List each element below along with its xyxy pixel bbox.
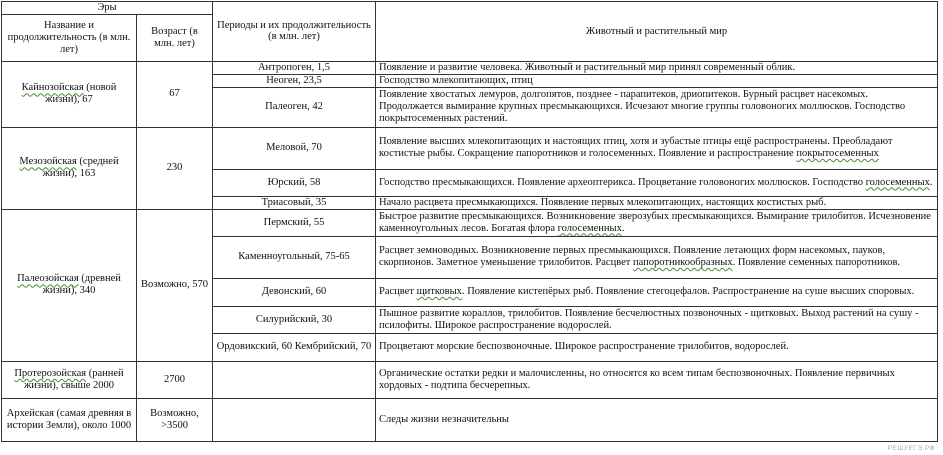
era-age-cell: 2700: [137, 361, 213, 398]
life-cell: Процветают морские беспозвоночные. Широкое распространение трилобитов, водорослей.: [376, 333, 938, 361]
life-cell: Пышное развитие кораллов, трилобитов. Появление бесчелюстных позвоночных - щитковых. Выход растений на сушу - псилофиты. Широкое распространение водорослей.: [376, 306, 938, 333]
life-cell: Органические остатки редки и малочисленны, но относятся ко всем типам беспозвоночных. Появление первичных хордовых - подтипа бесчерепных.: [376, 361, 938, 398]
header-era-name: Название и продолжительность (в млн. лет): [2, 14, 137, 61]
table-row: [2, 61, 938, 74]
spellcheck-mark: Палеозойская: [17, 273, 79, 285]
spellcheck-mark: Мезозойская: [19, 156, 77, 168]
period-cell: Палеоген, 42: [213, 87, 376, 127]
spellcheck-mark: папоротникообразных: [632, 257, 733, 269]
period-cell: Неоген, 23,5: [213, 74, 376, 87]
life-cell: Появление высших млекопитающих и настоящих птиц, хотя и зубастые птицы ещё распространены. Преобладают костистые рыбы. Сокращение папоротников и голосеменных. Появление и распространение покрытосеменных: [376, 127, 938, 169]
period-cell: Силурийский, 30: [213, 306, 376, 333]
era-age-cell: 67: [137, 61, 213, 127]
spellcheck-mark: Кайнозойская: [21, 82, 84, 94]
period-cell: Девонский, 60: [213, 278, 376, 306]
era-age-cell: Возможно, 570: [137, 209, 213, 361]
life-cell: Господство пресмыкающихся. Появление археоптерикса. Процветание головоногих моллюсков. Господство голосеменных.: [376, 169, 938, 196]
table-row: [2, 398, 938, 441]
table-row: [2, 127, 938, 169]
era-name-cell: Кайнозойская (новой жизни), 67: [2, 61, 137, 127]
period-cell: Меловой, 70: [213, 127, 376, 169]
watermark: РЕШУЕГЭ.РФ: [887, 445, 935, 452]
life-cell: Следы жизни незначительны: [376, 398, 938, 441]
life-cell: Расцвет щитковых. Появление кистепёрых рыб. Появление стегоцефалов. Распространение на суше высших споровых.: [376, 278, 938, 306]
header-eras: Эры: [2, 2, 213, 15]
spellcheck-mark: Протерозойская: [14, 367, 87, 379]
spellcheck-mark: голосеменных: [865, 176, 930, 188]
life-cell: Появление хвостатых лемуров, долгопятов, позднее - парапитеков, дриопитеков. Бурный расцвет насекомых. Продолжается вымирание крупных пресмыкающихся. Исчезают многие группы головоногих моллюсков. Господство покрытосеменных растений.: [376, 87, 938, 127]
geochronology-table: [1, 1, 938, 442]
era-name-cell: Архейская (самая древняя в истории Земли), около 1000: [2, 398, 137, 441]
spellcheck-mark: покрытосеменных: [796, 148, 879, 160]
period-cell: Пермский, 55: [213, 209, 376, 236]
life-cell: Господство млекопитающих, птиц: [376, 74, 938, 87]
header-life: Животный и растительный мир: [376, 2, 938, 62]
spellcheck-mark: щитковых: [416, 286, 462, 298]
period-cell: Каменноугольный, 75-65: [213, 236, 376, 278]
spellcheck-mark: голосеменных: [557, 222, 622, 234]
life-cell: Начало расцвета пресмыкающихся. Появление первых млекопитающих, настоящих костистых рыб.: [376, 196, 938, 209]
era-name-cell: Протерозойская (ранней жизни), свыше 2000: [2, 361, 137, 398]
header-periods: Периоды и их продолжительность (в млн. лет): [213, 2, 376, 62]
period-cell: Антропоген, 1,5: [213, 61, 376, 74]
table-row: [2, 209, 938, 236]
era-age-cell: Возможно, >3500: [137, 398, 213, 441]
table-row: [2, 361, 938, 398]
life-cell: Быстрое развитие пресмыкающихся. Возникновение зверозубых пресмыкающихся. Вымирание трилобитов. Исчезновение каменноугольных лесов. Богатая флора голосеменных.: [376, 209, 938, 236]
era-name-cell: Мезозойская (средней жизни), 163: [2, 127, 137, 209]
period-cell: [213, 361, 376, 398]
life-cell: Появление и развитие человека. Животный и растительный мир принял современный облик.: [376, 61, 938, 74]
life-cell: Расцвет земноводных. Возникновение первых пресмыкающихся. Появление летающих форм насекомых, пауков, скорпионов. Заметное уменьшение трилобитов. Расцвет папоротникообразных. Появление семенных папоротников.: [376, 236, 938, 278]
period-cell: Ордовикский, 60 Кембрийский, 70: [213, 333, 376, 361]
era-age-cell: 230: [137, 127, 213, 209]
era-name-cell: Палеозойская (древней жизни), 340: [2, 209, 137, 361]
period-cell: Юрский, 58: [213, 169, 376, 196]
period-cell: [213, 398, 376, 441]
header-age: Возраст (в млн. лет): [137, 14, 213, 61]
period-cell: Триасовый, 35: [213, 196, 376, 209]
